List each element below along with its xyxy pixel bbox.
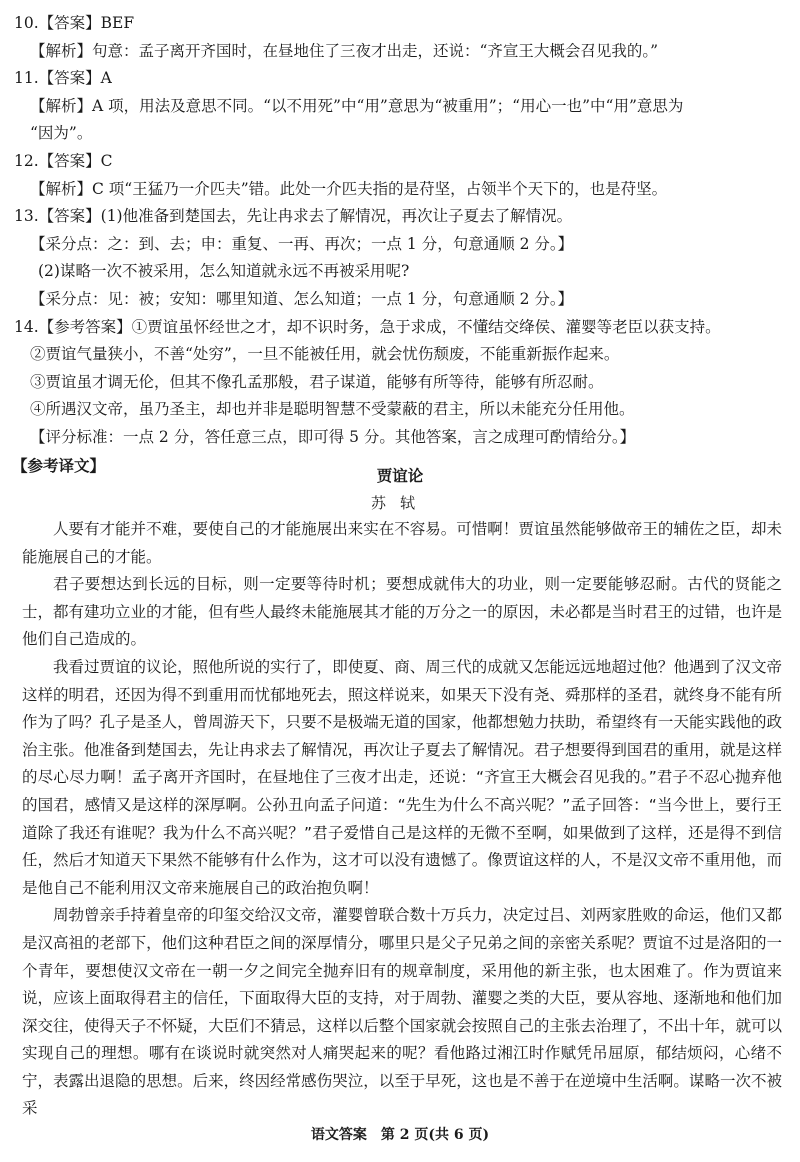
q14-answer: 14.【参考答案】①贾谊虽怀经世之才，却不识时务，急于求成，不懂结交绛侯、灌婴等老臣以获支持。 — [14, 317, 721, 336]
essay-paragraph: 人要有才能并不难，要使自己的才能施展出来实在不容易。可惜啊！贾谊虽然能够做帝王的辅佐之臣，却未能施展自己的才能。 — [22, 520, 782, 566]
essay-author: 苏轼 — [370, 494, 429, 512]
essay-body — [22, 516, 782, 1123]
q12-analysis: 【解析】C 项“王猛乃一介匹夫”错。此处一介匹夫指的是苻坚，占领半个天下的，也是苻坚。 — [30, 179, 668, 198]
q13-answer: 13.【答案】(1)他准备到楚国去，先让冉求去了解情况，再次让子夏去了解情况。 — [14, 207, 573, 226]
q14-point-4: ④所遇汉文帝，虽乃圣主，却也并非是聪明智慧不受蒙蔽的君主，所以未能充分任用他。 — [30, 400, 635, 419]
answer-section — [14, 10, 780, 479]
q10-analysis: 【解析】句意：孟子离开齐国时，在昼地住了三夜才出走，还说：“齐宣王大概会召见我的。” — [30, 41, 659, 60]
q13-part-2: (2)谋略一次不被采用，怎么知道就永远不再被采用呢? — [38, 262, 410, 281]
q13-scoring-points-1: 【采分点：之：到、去；申：重复、一再、再次；一点 1 分，句意通顺 2 分。】 — [30, 234, 574, 253]
q12-answer: 12.【答案】C — [14, 151, 113, 170]
page-footer: 语文答案 第 2 页(共 6 页) — [310, 1127, 490, 1143]
q10-answer: 10.【答案】BEF — [14, 14, 135, 32]
reference-translation-heading: 【参考译文】 — [12, 455, 106, 475]
essay-title: 贾谊论 — [376, 466, 424, 485]
q14-point-2: ②贾谊气量狭小，不善“处穷”，一旦不能被任用，就会忧伤颓废，不能重新振作起来。 — [30, 345, 620, 364]
essay-paragraph: 周勃曾亲手持着皇帝的印玺交给汉文帝，灌婴曾联合数十万兵力，决定过吕、刘两家胜败的命运，他们又都是汉高祖的老部下，他们这种君臣之间的深厚情分，哪里只是父子兄弟之间的亲密关系呢？贾谊不过是洛阳的一个青年，要想使汉文帝在一朝一夕之间完全抛弃旧有的规章制度，采用他的新主张，也太困难了。作为贾谊来说，应该上面取得君主的信任，下面取得大臣的支持，对于周勃、灌婴之类的大臣，要从容地、逐渐地和他们加深交往，使得天子不怀疑，大臣们不猜忌，这样以后整个国家就会按照自己的主张去治理了，不出十年，就可以实现自己的理想。哪有在谈说时就突然对人痛哭起来的呢？看他路过湘江时作赋凭吊屈原，郁结烦闷，心绪不宁，表露出退隐的思想。后来，终因经常感伤哭泣，以至于早死，这也是不善于在逆境中生活啊。谋略一次不被采 — [22, 906, 782, 1118]
q11-answer: 11.【答案】A — [14, 69, 112, 88]
q14-scoring-criteria: 【评分标准：一点 2 分，答任意三点，即可得 5 分。其他答案，言之成理可酌情给分。】 — [30, 427, 636, 446]
q11-analysis-line-1: 【解析】A 项，用法及意思不同。“以不用死”中“用”意思为“被重用”；“用心一也”中“用”意思为 — [30, 96, 684, 115]
essay-paragraph: 君子要想达到长远的目标，则一定要等待时机；要想成就伟大的功业，则一定要能够忍耐。古代的贤能之士，都有建功立业的才能，但有些人最终未能施展其才能的万分之一的原因，未必都是当时君王的过错，也许是他们自己造成的。 — [22, 575, 782, 649]
q13-scoring-points-2: 【采分点：见：被；安知：哪里知道、怎么知道；一点 1 分，句意通顺 2 分。】 — [30, 289, 574, 308]
essay-paragraph: 我看过贾谊的议论，照他所说的实行了，即使夏、商、周三代的成就又怎能远远地超过他？他遇到了汉文帝这样的明君，还因为得不到重用而忧郁地死去，照这样说来，如果天下没有尧、舜那样的圣君，就终身不能有所作为了吗？孔子是圣人，曾周游天下，只要不是极端无道的国家，他都想勉力扶助，希望终有一天能实践他的政治主张。他准备到楚国去，先让冉求去了解情况，再次让子夏去了解情况。君子想要得到国君的重用，就是这样的尽心尽力啊！孟子离开齐国时，在昼地住了三夜才出走，还说：“齐宣王大概会召见我的。”君子不忍心抛弃他的国君，感情又是这样的深厚啊。公孙丑向孟子问道：“先生为什么不高兴呢？”孟子回答：“当今世上，要行王道除了我还有谁呢？我为什么不高兴呢？”君子爱惜自己是这样的无微不至啊，如果做到了这样，还是得不到信任，然后才知道天下果然不能够有什么作为，这才可以没有遗憾了。像贾谊这样的人，不是汉文帝不重用他，而是他自己不能利用汉文帝来施展自己的政治抱负啊！ — [22, 657, 782, 897]
q14-point-3: ③贾谊虽才调无伦，但其不像孔孟那般，君子谋道，能够有所等待，能够有所忍耐。 — [30, 372, 604, 391]
q11-analysis-line-2: “因为”。 — [30, 124, 93, 143]
